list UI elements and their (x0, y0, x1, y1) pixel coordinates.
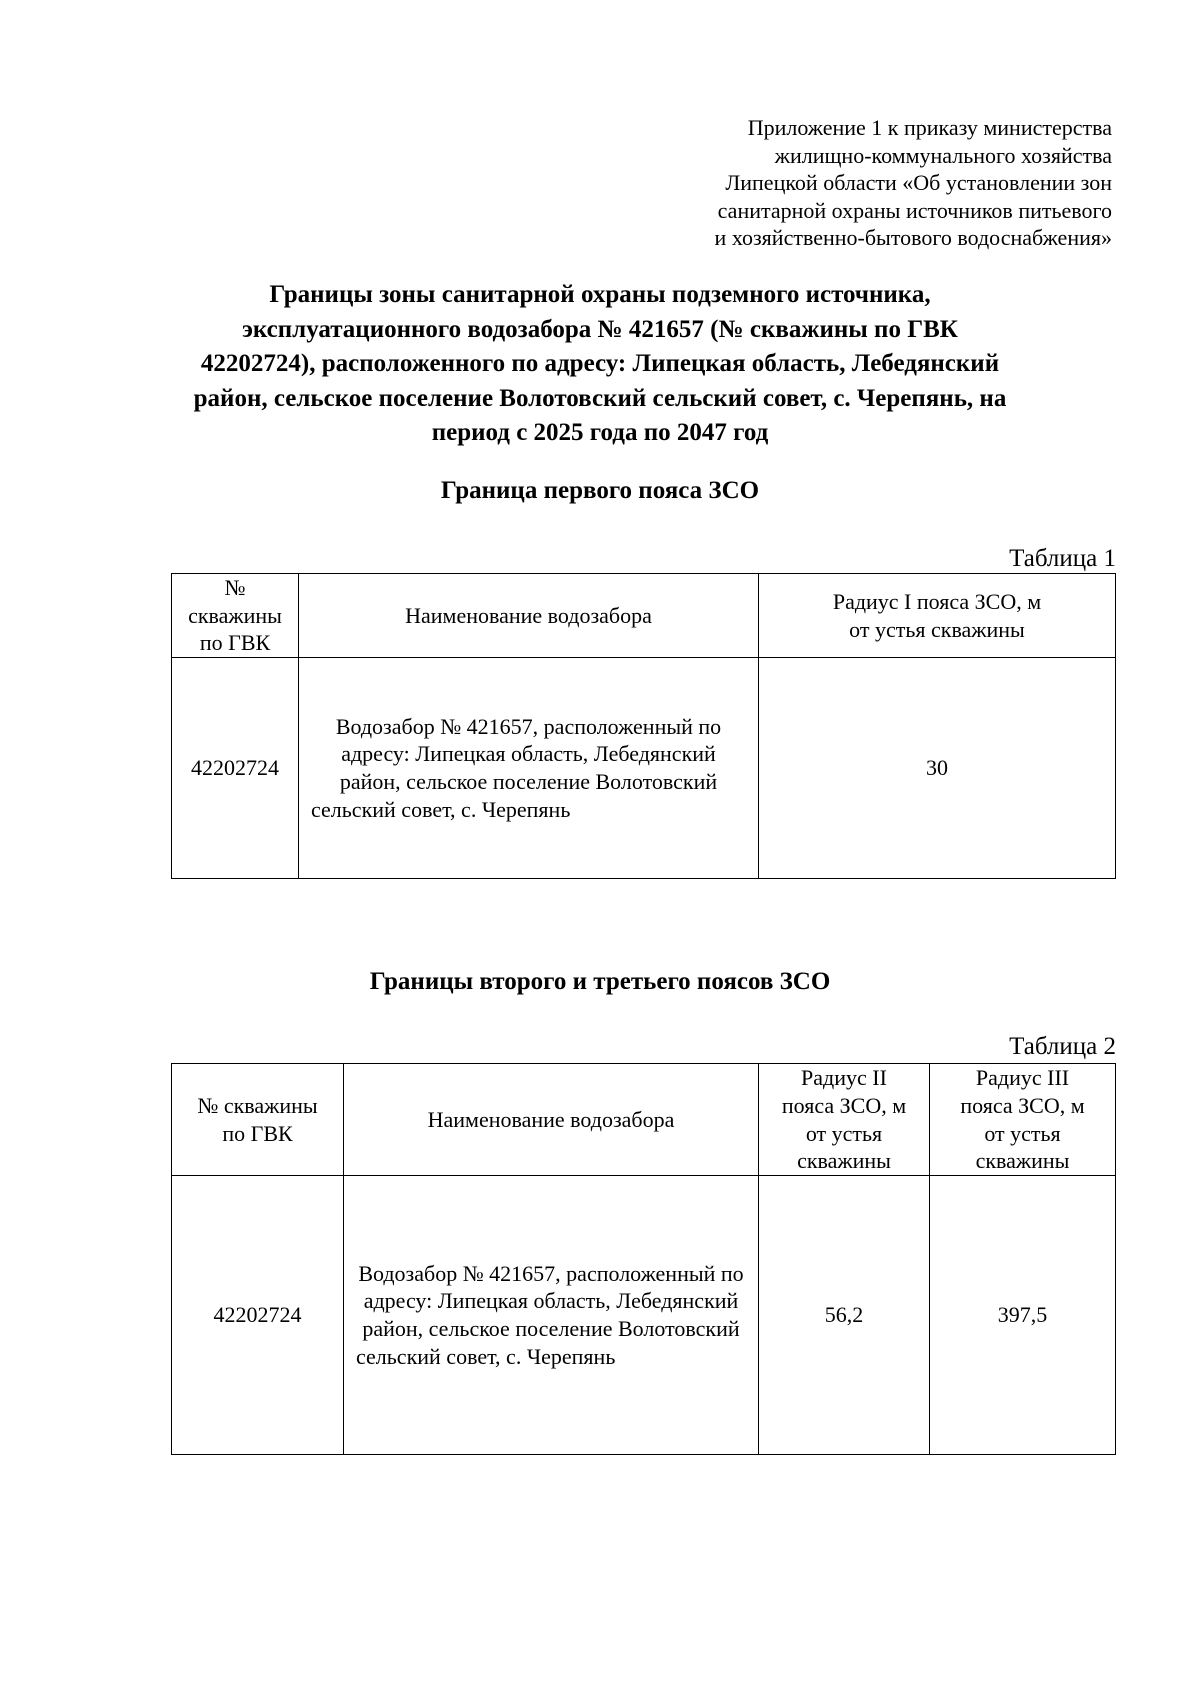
appendix-line: Приложение 1 к приказу министерства (747, 115, 1112, 140)
header-well-number (172, 574, 299, 658)
header-text: пояса ЗСО, м (781, 1092, 907, 1118)
header-text: от устья (984, 1120, 1061, 1146)
header-radius-1 (759, 574, 1116, 658)
title-line: период с 2025 года по 2047 год (431, 419, 769, 446)
header-well-number (172, 1064, 344, 1176)
table-row (172, 658, 1116, 879)
header-text: пояса ЗСО, м (960, 1092, 1085, 1118)
cell-radius-1: 30 (759, 658, 1116, 879)
header-text: от устья (805, 1120, 883, 1146)
appendix-line: санитарной охраны источников питьевого (717, 197, 1112, 223)
header-text: Радиус III (975, 1065, 1070, 1091)
header-text: скважины (188, 602, 282, 628)
table-row (172, 1176, 1116, 1455)
table2-label: Таблица 2 (1009, 1033, 1116, 1060)
table1-header-row (172, 574, 1116, 658)
header-text: № скважины (197, 1092, 318, 1118)
table1-label: Таблица 1 (1009, 545, 1116, 572)
header-radius-2 (759, 1064, 930, 1176)
cell-intake-name: Водозабор № 421657, расположенный по адресу: Липецкая область, Лебедянский район, сельское поселение Волотовский сельский совет, с. Черепянь (344, 1176, 759, 1455)
section1-heading: Граница первого пояса ЗСО (440, 477, 760, 504)
header-text: Радиус II (801, 1065, 887, 1091)
appendix-line: жилищно-коммунального хозяйства (774, 142, 1112, 168)
header-text: от устья скважины (849, 616, 1025, 642)
cell-radius-2: 56,2 (759, 1176, 930, 1455)
header-text: по ГВК (222, 1120, 293, 1146)
title-line: эксплуатационного водозабора № 421657 (№ скважины по ГВК (242, 315, 958, 343)
cell-well-number: 42202724 (172, 658, 299, 879)
document-title (150, 278, 1050, 451)
header-text: Радиус I пояса ЗСО, м (832, 588, 1042, 614)
header-text: скважины (975, 1148, 1070, 1174)
title-line: Границы зоны санитарной охраны подземного источника, (269, 281, 931, 308)
header-radius-3 (930, 1064, 1116, 1176)
cell-well-number: 42202724 (172, 1176, 344, 1455)
header-intake-name: Наименование водозабора (299, 574, 759, 658)
header-text: по ГВК (199, 630, 271, 656)
table1 (171, 573, 1116, 879)
header-text: № (224, 575, 246, 601)
table2-header-row (172, 1064, 1116, 1176)
appendix-line: Липецкой области «Об установлении зон (725, 170, 1112, 196)
header-text: скважины (797, 1148, 891, 1174)
appendix-note (512, 114, 1112, 252)
cell-radius-3: 397,5 (930, 1176, 1116, 1455)
title-line: 42202724), расположенного по адресу: Липецкая область, Лебедянский (200, 350, 1000, 377)
title-line: район, сельское поселение Волотовский сельский совет, с. Черепянь, на (193, 384, 1007, 412)
table2 (171, 1063, 1116, 1455)
section2-heading: Границы второго и третьего поясов ЗСО (369, 968, 831, 995)
header-intake-name: Наименование водозабора (344, 1064, 759, 1176)
cell-intake-name: Водозабор № 421657, расположенный по адресу: Липецкая область, Лебедянский район, сельское поселение Волотовский сельский совет, с. Черепянь (299, 658, 759, 879)
appendix-line: и хозяйственно-бытового водоснабжения» (714, 225, 1112, 251)
